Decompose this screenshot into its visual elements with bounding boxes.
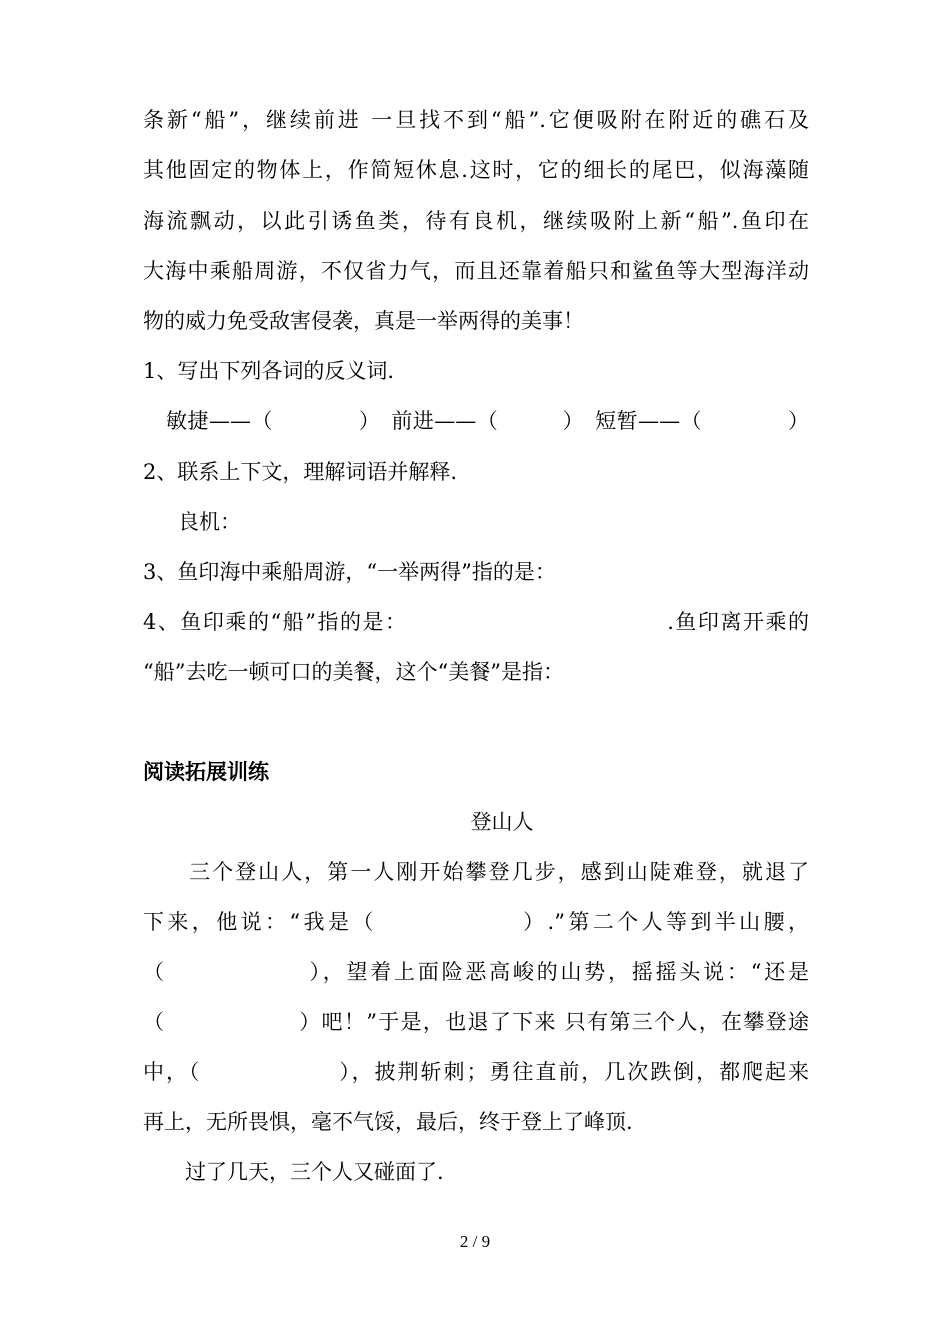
question-4-line-2: “船”去吃一顿可口的美餐，这个“美餐”是指： [143,660,564,684]
question-2-word: 良机： [178,510,241,534]
question-1-words: 敏捷——（ ） 前进——（ ） 短暂——（ ） [166,409,809,433]
story-line: 下来，他说：“我是（ ）.”第二个人等到半山腰， [143,910,809,934]
story-line: （ ），望着上面险恶高峻的山势，摇摇头说：“还是 [143,960,809,984]
question-2: 2、联系上下文，理解词语并解释. [143,460,458,484]
page-number: 2 / 9 [459,1232,491,1251]
story-title: 登山人 [470,810,534,834]
story-line: （ ）吧！”于是，也退了下来 只有第三个人，在攀登途 [143,1010,809,1034]
story-line: 过了几天，三个人又碰面了. [143,1160,444,1184]
story-line: 三个登山人，第一人刚开始攀登几步，感到山陡难登，就退了 [143,860,809,884]
passage-line: 其他固定的物体上，作简短休息.这时，它的细长的尾巴，似海藻随 [143,158,809,182]
section-heading: 阅读拓展训练 [143,759,269,784]
question-4-line-1: 4、鱼印乘的“船”指的是： .鱼印离开乘的 [143,610,809,634]
passage-line: 大海中乘船周游，不仅省力气，而且还靠着船只和鲨鱼等大型海洋动 [143,259,809,283]
passage-line: 物的威力免受敌害侵袭，真是一举两得的美事！ [143,309,584,333]
question-1: 1、写出下列各词的反义词. [143,359,395,383]
question-3: 3、鱼印海中乘船周游，“一举两得”指的是： [143,560,556,584]
story-line: 再上，无所畏惧，毫不气馁，最后，终于登上了峰顶. [143,1110,633,1134]
story-line: 中，（ ），披荆斩刺；勇往直前，几次跌倒，都爬起来 [143,1060,809,1084]
passage-line: 海流飘动，以此引诱鱼类，待有良机，继续吸附上新“船”.鱼印在 [143,209,809,233]
passage-line: 条新“船”，继续前进 一旦找不到“船”.它便吸附在附近的礁石及 [143,108,809,132]
